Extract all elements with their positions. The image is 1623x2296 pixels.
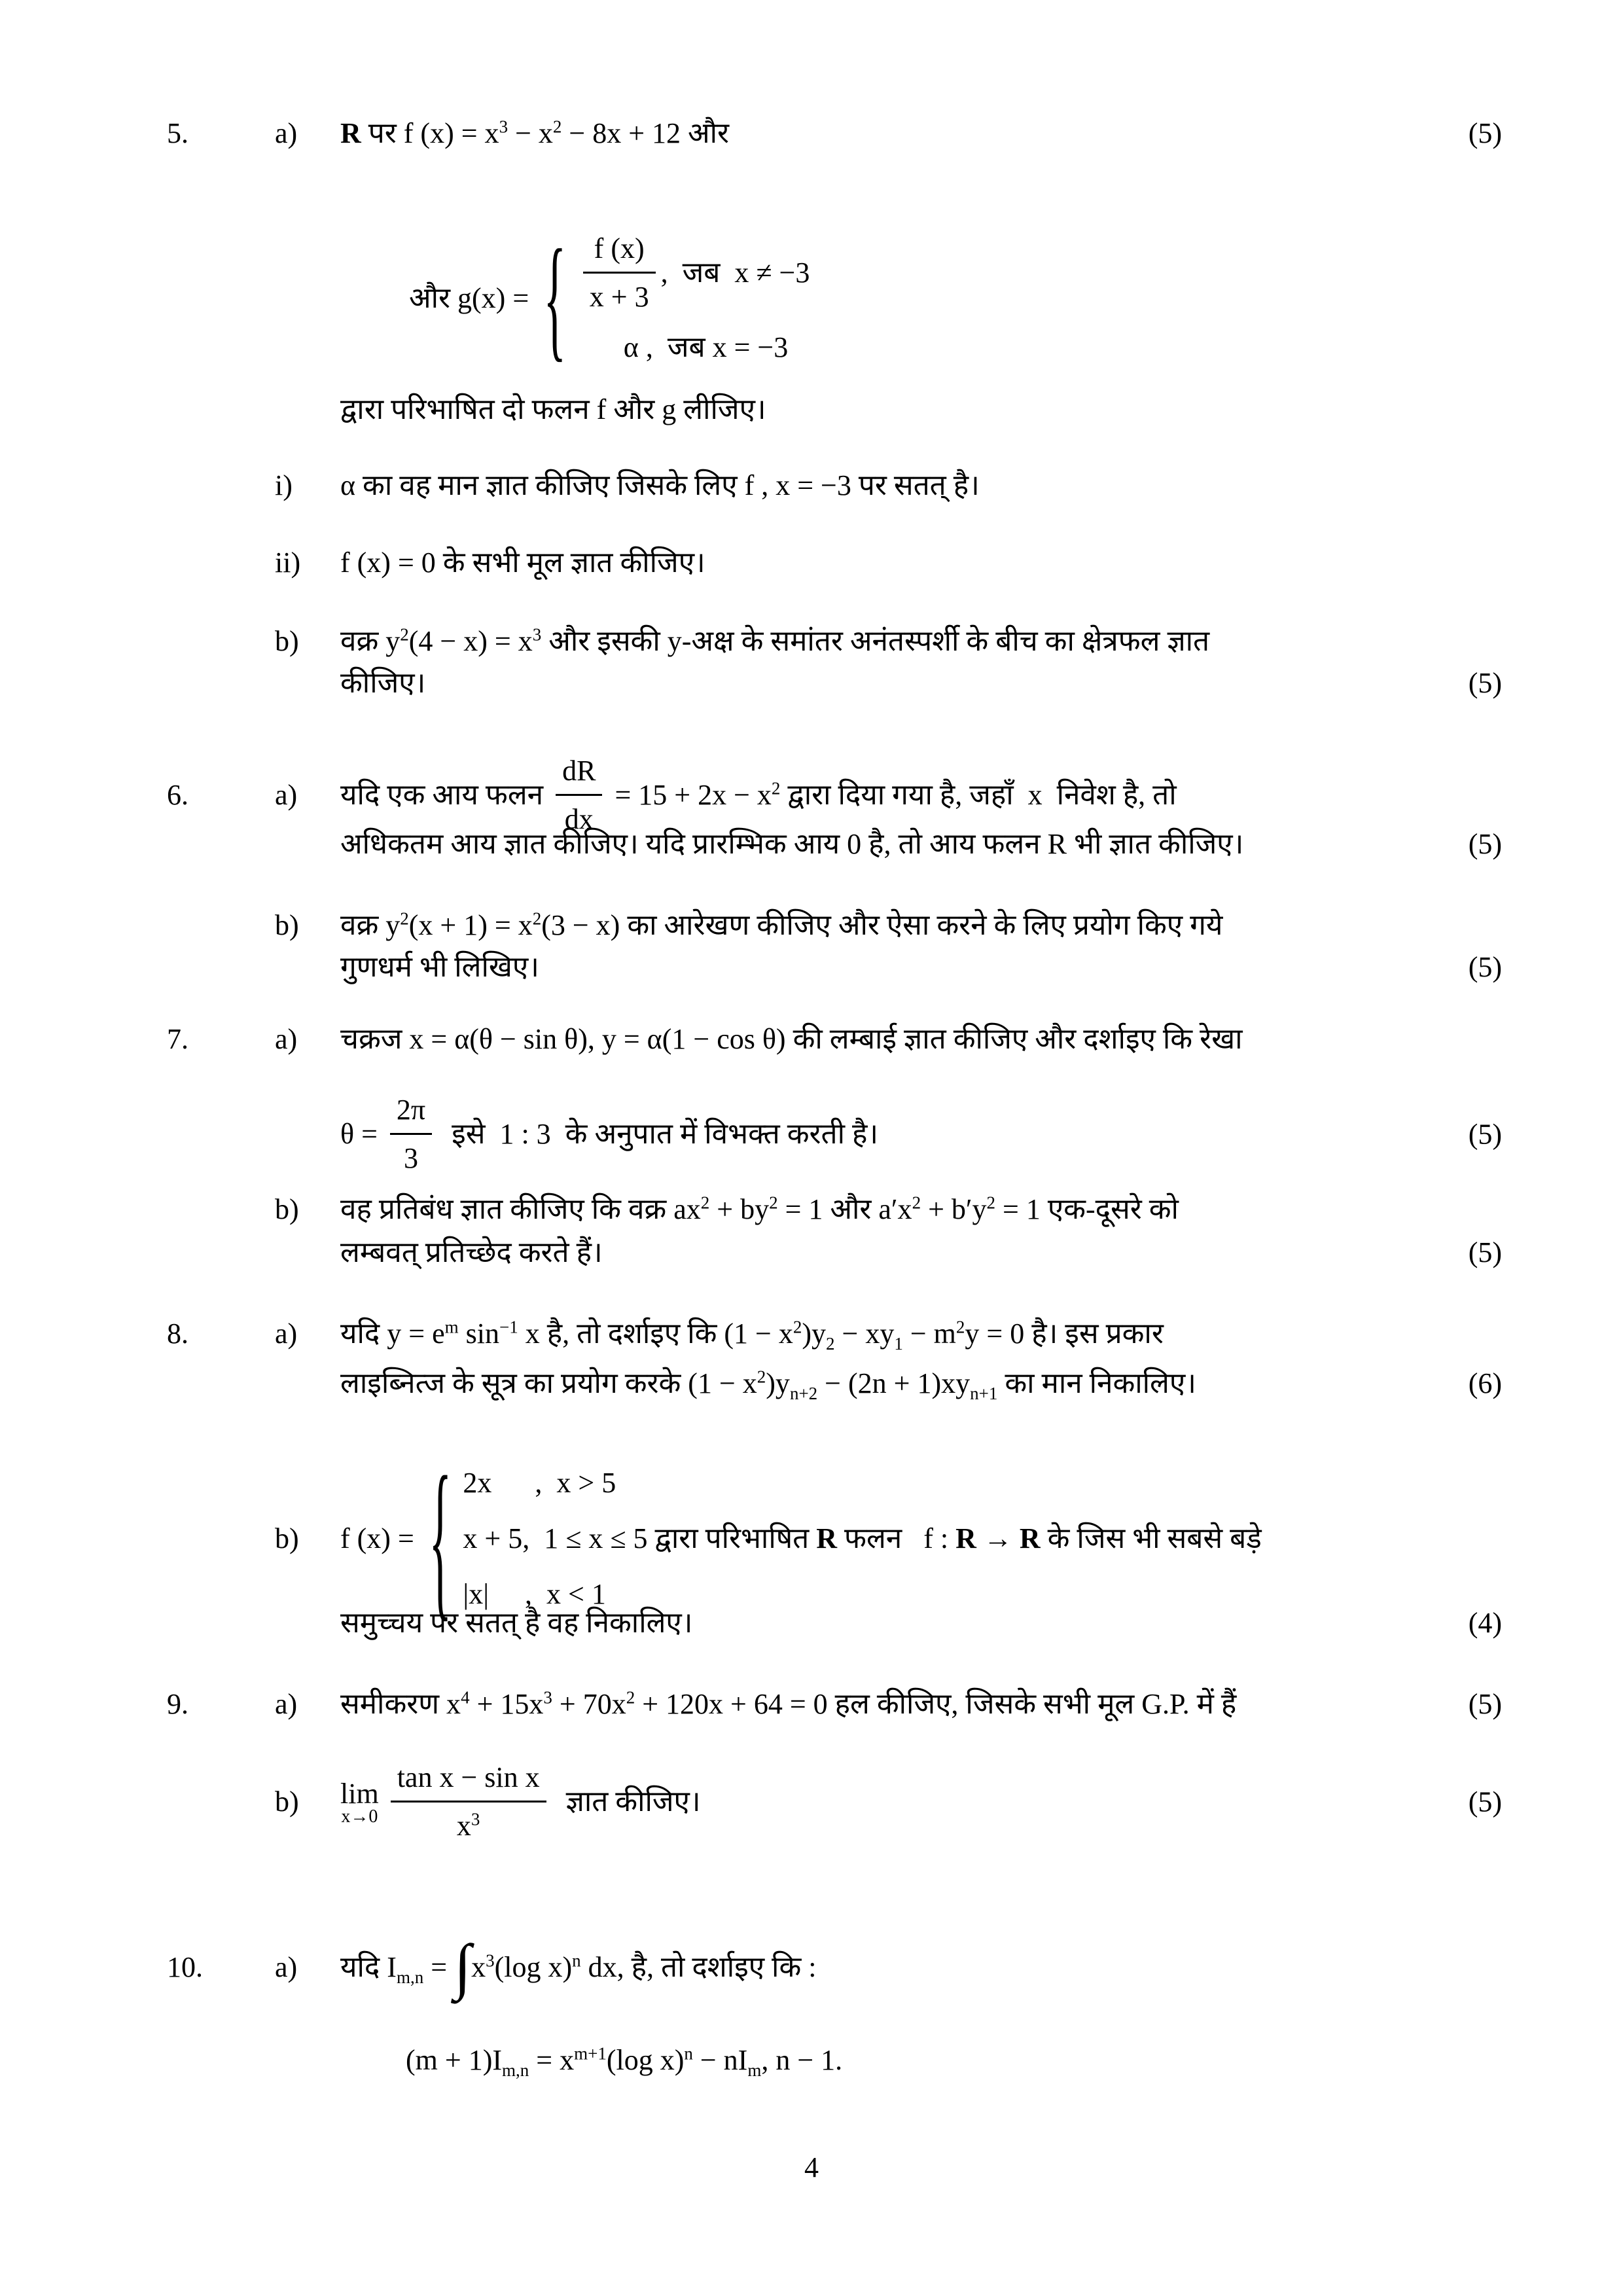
sub: m,n	[502, 2060, 529, 2080]
seg: पर	[361, 117, 404, 149]
item-label: ii)	[275, 547, 301, 579]
seg: )y	[802, 1318, 827, 1350]
question-number: 7.	[167, 1023, 188, 1055]
left-brace: {	[543, 221, 567, 374]
seg: का मान निकालिए।	[997, 1367, 1196, 1399]
marks: (5)	[1468, 1785, 1502, 1818]
seg: (m + 1)I	[406, 2044, 502, 2076]
seg: यदि एक आय फलन	[340, 779, 551, 811]
item-label: i)	[275, 469, 293, 501]
q10a-equation	[0, 2042, 1623, 2078]
marks: (4)	[1468, 1607, 1502, 1639]
line-text	[340, 545, 1502, 581]
seg: ज्ञात कीजिए।	[551, 1785, 701, 1818]
seg: f (x) = 0	[340, 547, 436, 579]
q6b-line1	[0, 907, 1623, 943]
seg: θ =	[340, 1118, 385, 1150]
fraction	[583, 230, 656, 315]
seg: लाइब्नित्ज के सूत्र का प्रयोग करके (1 − x	[340, 1367, 757, 1399]
line-text: गुणधर्म भी लिखिए।	[340, 951, 539, 983]
seg: dx,	[580, 1951, 624, 1983]
line-text	[340, 1316, 1502, 1352]
seg: वक्र y	[340, 625, 401, 657]
part-label: a)	[275, 1688, 298, 1720]
bold-R: R	[816, 1522, 838, 1554]
marks: (5)	[1468, 667, 1502, 699]
sup: m+1	[574, 2043, 607, 2064]
seg: एक-दूसरे को	[1040, 1193, 1179, 1225]
seg: समीकरण x	[340, 1688, 461, 1720]
case-line	[578, 230, 810, 315]
seg: फलन f :	[837, 1522, 956, 1554]
seg: द्वारा परिभाषित	[647, 1522, 817, 1554]
q9b-limit	[0, 1759, 1623, 1844]
seg: = 15 + 2x − x	[607, 779, 772, 811]
seg: हल कीजिए, जिसके सभी मूल G.P. में हैं	[827, 1688, 1237, 1720]
marks: (5)	[1468, 951, 1502, 983]
line-text: अधिकतम आय ज्ञात कीजिए। यदि प्रारम्भिक आय 0 है, तो आय फलन R भी ज्ञात कीजिए।	[340, 828, 1244, 860]
seg: − x	[508, 117, 553, 149]
q5a-gx-equation	[0, 221, 1623, 374]
case-line: x + 5, 1 ≤ x ≤ 5	[463, 1522, 648, 1554]
equation	[340, 2042, 1502, 2078]
limit-operator	[340, 1776, 379, 1828]
seg: , n − 1.	[761, 2044, 843, 2076]
question-number: 5.	[167, 117, 188, 149]
seg: = x	[529, 2044, 575, 2076]
part-label: a)	[275, 1023, 298, 1055]
sup: 2	[552, 117, 562, 137]
seg: g(x) =	[450, 281, 537, 314]
part-label: a)	[275, 1318, 298, 1350]
equation	[340, 1759, 1502, 1844]
numerator: f (x)	[594, 232, 645, 264]
sub: 2	[826, 1333, 835, 1354]
sup: 4	[461, 1687, 470, 1708]
marks: (5)	[1468, 117, 1502, 149]
seg: + 120x + 64 = 0	[635, 1688, 828, 1720]
sub: m,n	[396, 1967, 424, 1987]
sup: n	[572, 1950, 581, 1971]
line-text: यदि $I_{m,n} = \int x^3(\log$ x)$^n$ dx, है, तो दर्शाइए कि :	[340, 1931, 817, 2001]
question-number: 9.	[167, 1688, 188, 1720]
line-text	[340, 1191, 1502, 1227]
seg: वह प्रतिबंध ज्ञात कीजिए कि वक्र ax	[340, 1193, 701, 1225]
line-text	[340, 1686, 1502, 1722]
sup: 2	[986, 1193, 996, 1213]
sub: n+1	[970, 1383, 998, 1403]
sup: 2	[771, 778, 781, 798]
arrow: →	[976, 1522, 1020, 1554]
seg: − m	[902, 1318, 956, 1350]
q6a-line2	[0, 826, 1623, 862]
seg: − 8x + 12	[562, 117, 688, 149]
bold-R: R	[955, 1522, 976, 1554]
q5a-line1	[0, 115, 1623, 151]
part-label: a)	[275, 1951, 298, 1983]
line-text	[340, 907, 1502, 943]
case-line: |x| , x < 1	[463, 1578, 606, 1610]
sup: 3	[543, 1687, 552, 1708]
line-text	[340, 1092, 1502, 1176]
part-label: a)	[275, 779, 298, 811]
fraction	[391, 1759, 546, 1844]
denominator: dx	[556, 794, 602, 837]
line-text	[340, 623, 1502, 659]
part-label: b)	[275, 625, 299, 657]
sup: 2	[532, 908, 542, 929]
q5a-intro	[0, 391, 1623, 427]
part-label: b)	[275, 909, 299, 941]
sub: m	[747, 2060, 762, 2080]
seg: = 1 और a′x	[777, 1193, 912, 1225]
seg: x है, तो दर्शाइए कि (1 − x	[518, 1318, 793, 1350]
seg: (3 − x)	[541, 909, 620, 941]
line-text: लम्बवत् प्रतिच्छेद करते हैं।	[340, 1236, 603, 1268]
bold-R: R	[340, 117, 361, 149]
sup: n	[684, 2043, 693, 2064]
page-number: 4	[804, 2151, 819, 2183]
part-label: b)	[275, 1785, 299, 1818]
seg	[607, 777, 1176, 813]
sup: 3	[471, 1809, 480, 1829]
seg: और इसकी y-अक्ष के समांतर अनंतस्पर्शी के बीच का क्षेत्रफल ज्ञात	[541, 625, 1210, 657]
question-number: 8.	[167, 1318, 188, 1350]
line-text: द्वारा परिभाषित दो फलन f और g लीजिए।	[340, 393, 766, 425]
lim-word: lim	[340, 1777, 379, 1810]
seg: + b′y	[921, 1193, 987, 1225]
seg: (4 − x) = x	[408, 625, 533, 657]
q5a-item-ii	[0, 545, 1623, 581]
alpha: α	[623, 331, 639, 363]
seg: y = 0	[965, 1318, 1025, 1350]
sup: 2	[793, 1317, 802, 1337]
seg: के जिस भी सबसे बड़े	[1040, 1522, 1262, 1554]
q10a-line1	[0, 1931, 1623, 2001]
seg: − (2n + 1)xy	[817, 1367, 971, 1399]
line-text	[340, 115, 1502, 151]
seg: द्वारा दिया गया है, जहाँ x निवेश है, तो	[780, 779, 1177, 811]
part-label: a)	[275, 117, 298, 149]
q6a-line1	[0, 753, 1623, 837]
seg: है, तो दर्शाइए कि :	[624, 1951, 817, 1983]
seg	[648, 1520, 1262, 1556]
sup: 3	[499, 117, 508, 137]
sup: m	[444, 1317, 459, 1337]
denominator: 3	[390, 1133, 432, 1176]
line-text: समुच्चय पर सतत् है वह निकालिए।	[340, 1607, 693, 1639]
line-text: α का वह मान ज्ञात कीजिए जिसके लिए f , x = −3 पर सतत् है।	[340, 469, 980, 501]
sup: −1	[499, 1317, 518, 1337]
sup: 2	[400, 624, 409, 645]
seg: + 15x	[469, 1688, 544, 1720]
case-line	[578, 329, 810, 365]
sup: 2	[769, 1193, 778, 1213]
q9a-line1	[0, 1686, 1623, 1722]
seg: x	[456, 1810, 471, 1842]
case-line: 2x , x > 5	[463, 1467, 616, 1499]
sup: 2	[700, 1193, 710, 1213]
seg: sin	[458, 1318, 499, 1350]
part-label: b)	[275, 1193, 299, 1225]
part-label: b)	[275, 1522, 299, 1554]
bold-R: R	[1019, 1522, 1041, 1554]
sub: n+2	[789, 1383, 818, 1403]
marks: (5)	[1468, 1118, 1502, 1150]
seg: f (x) = x	[403, 117, 499, 149]
seg: है। इस प्रकार	[1024, 1318, 1164, 1350]
seg: वक्र y	[340, 909, 401, 941]
sup: 3	[532, 624, 542, 645]
fraction	[390, 1092, 432, 1176]
seg: , जब x ≠ −3	[660, 257, 810, 289]
fraction	[556, 753, 602, 837]
seg: + by	[709, 1193, 770, 1225]
q7b-line1	[0, 1191, 1623, 1227]
sub: 1	[894, 1333, 903, 1354]
equation	[340, 221, 1502, 374]
cases-block	[578, 230, 810, 365]
marks: (6)	[1468, 1367, 1502, 1399]
numerator: dR	[562, 755, 596, 787]
numerator: 2π	[396, 1094, 426, 1126]
seg: यदि y = e	[340, 1318, 445, 1350]
q8b-closing	[0, 1605, 1623, 1641]
sup: 2	[757, 1367, 766, 1387]
seg: और	[688, 117, 730, 149]
denominator: x + 3	[583, 272, 656, 315]
seg: (x + 1) = x	[408, 909, 533, 941]
sup: 2	[912, 1193, 921, 1213]
marks: (5)	[1468, 1236, 1502, 1268]
seg: , जब x = −3	[638, 331, 789, 363]
line-text	[340, 1365, 1502, 1401]
seg: (log x)	[494, 1951, 573, 1983]
sup: 2	[400, 908, 409, 929]
seg: =	[423, 1951, 455, 1983]
seg: − nI	[692, 2044, 748, 2076]
question-number: 10.	[167, 1951, 203, 1983]
numerator: tan x − sin x	[397, 1761, 540, 1793]
seg: f (x) =	[340, 1522, 421, 1554]
line-text: कीजिए।	[340, 667, 426, 699]
q6b-line2	[0, 949, 1623, 985]
q7b-line2	[0, 1234, 1623, 1270]
sup: 2	[955, 1317, 965, 1337]
q8a-line1	[0, 1316, 1623, 1352]
q5b-line1	[0, 623, 1623, 659]
seg: इसे 1 : 3 के अनुपात में विभक्त करती है।	[437, 1118, 879, 1150]
q8a-line2	[0, 1365, 1623, 1401]
seg: x	[471, 1951, 486, 1983]
sup: 2	[626, 1687, 635, 1708]
cases-block	[463, 1465, 647, 1612]
left-brace: {	[429, 1439, 452, 1636]
q5a-item-i	[0, 467, 1623, 503]
seg: − xy	[834, 1318, 895, 1350]
seg: = 1	[995, 1193, 1041, 1225]
sup: 3	[486, 1950, 495, 1971]
q5b-line2	[0, 665, 1623, 701]
line-text	[340, 753, 1502, 837]
lim-subscript: x→0	[341, 1806, 378, 1827]
denominator	[391, 1801, 546, 1844]
seg: + 70x	[552, 1688, 626, 1720]
q7a-line1	[0, 1021, 1623, 1057]
q7a-line2	[0, 1092, 1623, 1176]
seg: (log x)	[606, 2044, 685, 2076]
seg: के सभी मूल ज्ञात कीजिए।	[435, 547, 705, 579]
seg: और	[409, 281, 451, 314]
seg: )y	[766, 1367, 790, 1399]
marks: (5)	[1468, 1688, 1502, 1720]
line-text: चक्रज x = α(θ − sin θ), y = α(1 − cos θ) की लम्बाई ज्ञात कीजिए और दर्शाइए कि रेखा	[340, 1023, 1243, 1055]
seg: का आरेखण कीजिए और ऐसा करने के लिए प्रयोग किए गये	[620, 909, 1223, 941]
marks: (5)	[1468, 828, 1502, 860]
question-number: 6.	[167, 779, 188, 811]
seg: यदि I	[340, 1951, 397, 1983]
